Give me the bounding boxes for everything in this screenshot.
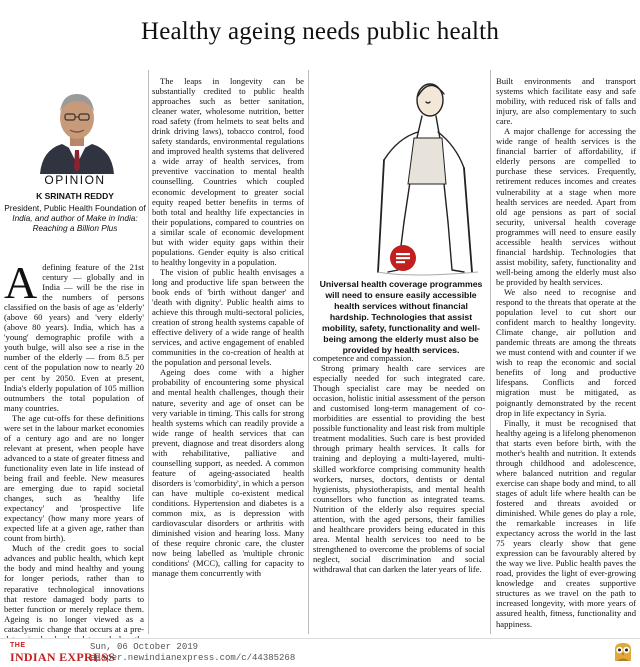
epaper-link[interactable]: epaper.newindianexpress.com/c/44385268 (90, 653, 296, 663)
paragraph: We also need to recognise and respond to the threats that operate at the population level to cut short our confident march to healthy longevity. Climate change, air pollution and pandemic threats are among the threats we must contend with and counter if we wish to reap the economic and social benefits of long and productive lifespans. Conflicts and forced migration must be mitigated, as poignantly demonstrated by the recent drop in life expectancy in Syria. (496, 286, 636, 418)
section-label: OPINION (44, 173, 106, 187)
column-divider (490, 70, 491, 634)
drop-cap: A (4, 262, 38, 308)
logo-prefix: THE (10, 642, 26, 649)
paragraph: A major challenge for accessing the wide range of health services is the financial barrier of affordability, if elderly persons are compelled to purchase these services. Frequently, retirement reduces incomes and creates vulnerability at a stage when more health services are needed. Apart from old age pensions as part of social security, universal health coverage programmes will need to ensure easily accessible health services without financial hardship. Technologies that assist mobility, safety, functionality and well-being among the elderly must also be provided by health services. (496, 126, 636, 287)
author-name: K SRINATH REDDY (36, 191, 114, 201)
paragraph: The vision of public health envisages a long and productive life span between the book ends of 'birth without danger' and 'death with dignity'. Public health aims to achieve this through multi-sectoral policies, creation of strong health systems capable of effective delivery of a wide range of health services, and active engagement of enabled communities in the co-creation of health at the population and personal levels. (152, 266, 304, 368)
article-column-4 (496, 76, 636, 642)
headline: Healthy ageing needs public health (140, 18, 500, 45)
author-portrait (32, 86, 122, 174)
owl-icon (612, 641, 634, 663)
bio-line: India, and author of Make in India: (12, 213, 138, 223)
paragraph: Built environments and transport systems which facilitate easy and safe mobility, with reduced risk of falls and injury, are also complementary to such care. (496, 76, 636, 127)
paragraph: Finally, it must be recognised that healthy ageing is a lifelong phenomenon that starts even before birth, with the mother's health and nutrition. It extends through childhood and adolescence, where balanced nutrition and regular exercise can shape body and mind, to all stages of adult life where health can be fostered and threats avoided or diminished. While genes do play a role, the remarkable increases in life expectancy across the world in the last 75 years clearly show that gene expression can be favourably altered by the way we live. Public health paves the road, provides the light of ever-growing knowledge and creates supportive structures as we travel on the path to increased longevity, with more years of assured health, fitness, functionality and happiness. (496, 417, 636, 629)
pull-quote: Universal health coverage programmes will need to ensure easily accessible health services without financial hardship. Technologies that assist mobility, safety, functionality and well-being among the elderly must also be provided by health services. (319, 279, 483, 355)
quote-icon (389, 244, 417, 272)
author-bio (4, 203, 146, 233)
article-column-2 (152, 76, 304, 642)
newspaper-logo[interactable]: INDIAN EXPRESS (10, 650, 116, 664)
paragraph: The leaps in longevity can be substantially credited to public health approaches such as better sanitation, cleaner water, wholesome nutrition, better road safety (from helmets to seat belts and drink driving laws), tobacco control, food safety standards, environmental regulations and improved health systems that delivered a wide array of health services, from preventive vaccination to mental health counselling. Countries which coupled economic development to greater social equity reaped better benefits in terms of both total and healthy life expectancies in their populations, compared to countries on a similar scale of economic development but with wider equity gaps within their populations. Gender equity is also critical to healthy longevity in a population. (152, 76, 304, 267)
article-column-1 (4, 262, 144, 642)
column-divider (308, 70, 309, 634)
paragraph: Strong primary health care services are especially needed for such integrated care. Though specialist care may be needed on occasion, holistic initial assessment of the person and customised long-term management of co-morbidities are essential to providing the best possible functionality and least risk from multiple treatment modalities. Such care is best provided through primary health services. It calls for training and deploying a multi-layered, multi-skilled workforce comprising community health workers, nurses, doctors, dentists or dental hygienists, physiotherapists, and mental health counsellors who function as integrated teams. Nutrition of the elderly also requires special attention, with the aged persons, their families and healthcare providers being educated in this area. Mental health services too need to be strengthened to overcome the problems of social neglect, social discrimination and social withdrawal that can darken the later years of life. (313, 363, 485, 574)
paragraph: competence and compassion. (313, 353, 414, 363)
paragraph: The age cut-offs for these definitions were set in the labour market economies of a century ago and are no longer relevant at present, when people have advanced to a state of greater fitness and functionality even late in life instead of being frail and feeble. New measures are emerging due to rapid societal changes, such as 'healthy life expectancy' and 'prospective life expectancy' (how many more years of expected life at a given age, rather than count from birth). (4, 412, 144, 544)
paragraph-text: defining feature of the 21st century — globally and in India — will be the rise in the numbers of persons classified on the basis of age as 'elderly' (above 60 years) and 'very elderly' (above 80 years). India, which has a 'young' demographic profile with a youth bulge, will also see a rise in the number of the elderly — from 8.5 per cent of the population now to nearly 20 per cent by 2050. Even at present, India's elderly population of 105 million outnumbers the total population of many countries. (4, 262, 144, 413)
column-divider (148, 70, 149, 634)
paragraph: Ageing does come with a higher probability of encountering some physical and mental health challenges, though their nature, severity and age of onset can be very variable in timing. This calls for strong health systems which can readily provide a wide range of health services that can prevent, diagnose and treat disorders along with rehabilitative, palliative and counselling support, as needed. A common feature of ageing-associated health disorders is 'comorbidity', in which a person can have multiple co-existent medical conditions. Hypertension and diabetes is a common mix, as is depression with cardiovascular disorders or arthritis with diminished vision and hearing loss. Many of these require chronic care, the cluster now being labelled as 'multiple chronic conditions' (MCC), calling for capacity to manage them concurrently with (152, 367, 304, 579)
edition-date: Sun, 06 October 2019 (90, 642, 199, 652)
bio-line: President, Public Health Foundation of (4, 203, 146, 213)
bio-line: Reaching a Billion Plus (32, 223, 118, 233)
article-column-3 (313, 353, 485, 643)
paragraph (4, 262, 144, 413)
paragraph: Much of the credit goes to social advances and public health, which kept the body and mind healthy and young for longer periods, rather than to reparative technological innovations that restore damaged body parts to better function or merely replace them. Ageing is no longer viewed as a cataclysmic change that occurs at a pre- (4, 543, 144, 634)
